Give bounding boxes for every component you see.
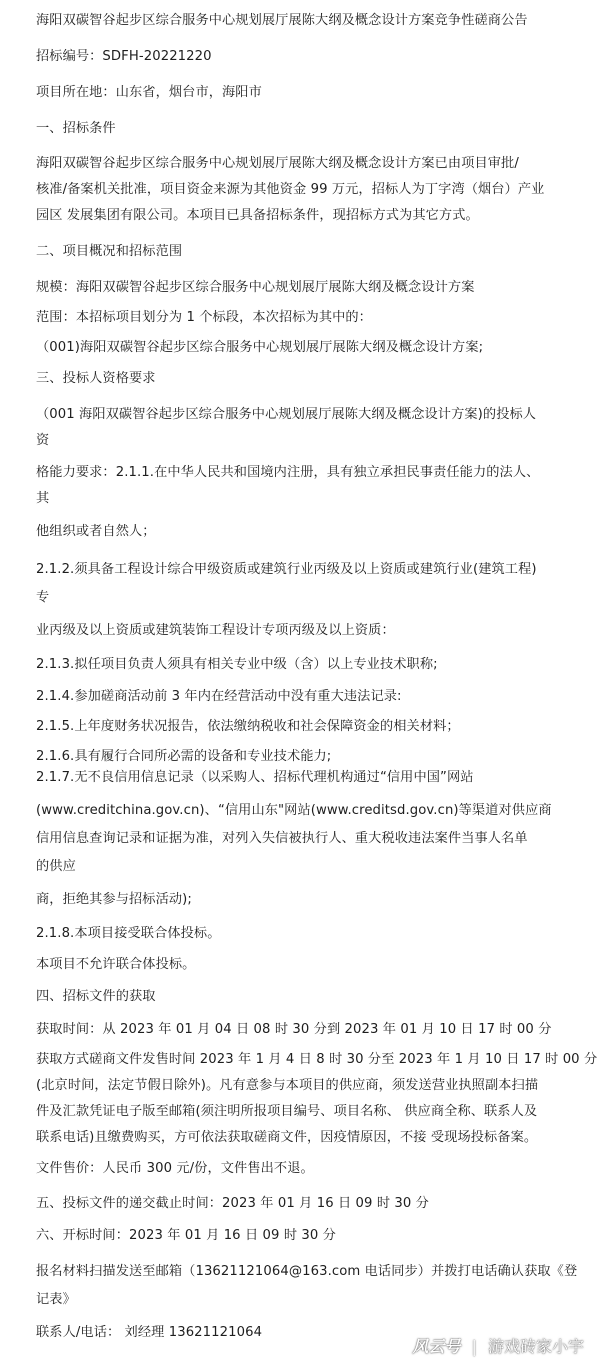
acquisition-time: 获取时间：从 2023 年 01 月 04 日 08 时 30 分到 2023 年 01 月 10 日 17 时 00 分 [36,1022,552,1037]
watermark [412,1336,584,1358]
section-heading-3: 三、投标人资格要求 [36,371,156,386]
paragraph-line: 专 [36,590,50,605]
watermark-separator: | [471,1337,477,1356]
paragraph-line: 2.1.8.本项目接受联合体投标。 [36,926,221,941]
paragraph-line: 园区 发展集团有限公司。本项目已具备招标条件，现招标方式为其它方式。 [36,208,479,223]
paragraph-line: 商，拒绝其参与招标活动); [36,892,192,907]
paragraph-line: 的供应 [36,859,76,874]
paragraph-line: 2.1.6.具有履行合同所必需的设备和专业技术能力; [36,749,332,764]
paragraph-line: （001)海阳双碳智谷起步区综合服务中心规划展厅展陈大纲及概念设计方案; [36,340,484,355]
paragraph-line: (北京时间，法定节假日除外)。凡有意参与本项目的供应商，须发送营业执照副本扫描 [36,1078,539,1093]
paragraph-line: 2.1.5.上年度财务状况报告，依法缴纳税收和社会保障资金的相关材料； [36,719,460,734]
registration-email-line: 报名材料扫描发送至邮箱（13621121064@163.com 电话同步）并拨打电话确认获取《登 [36,1264,578,1279]
paragraph-line: 海阳双碳智谷起步区综合服务中心规划展厅展陈大纲及概念设计方案已由项目审批/ [36,156,519,171]
project-location: 项目所在地：山东省，烟台市，海阳市 [36,85,262,100]
section-heading-2: 二、项目概况和招标范围 [36,244,183,259]
paragraph-line: 本项目不允许联合体投标。 [36,957,196,972]
submission-deadline: 五、投标文件的递交截止时间：2023 年 01 月 16 日 09 时 30 分 [36,1196,429,1211]
watermark-brand: 风云号 [412,1337,461,1356]
paragraph-line: 核准/备案机关批准，项目资金来源为其他资金 99 万元，招标人为丁字湾（烟台）产业 [36,182,545,197]
paragraph-line: 格能力要求：2.1.1.在中华人民共和国境内注册，具有独立承担民事责任能力的法人、 [36,465,540,480]
section-heading-4: 四、招标文件的获取 [36,989,156,1004]
announcement-title: 海阳双碳智谷起步区综合服务中心规划展厅展陈大纲及概念设计方案竞争性磋商公告 [36,13,528,28]
paragraph-line: 2.1.7.无不良信用信息记录（以采购人、招标代理机构通过“信用中国”网站 [36,770,474,785]
paragraph-line: 件及汇款凭证电子版至邮箱(须注明所报项目编号、项目名称、 供应商全称、联系人及 [36,1104,538,1119]
paragraph-line: 业丙级及以上资质或建筑装饰工程设计专项丙级及以上资质： [36,623,395,638]
paragraph-line: 2.1.4.参加磋商活动前 3 年内在经营活动中没有重大违法记录: [36,689,402,704]
tender-number: 招标编号：SDFH-20221220 [36,49,212,64]
paragraph-line: 2.1.2.须具备工程设计综合甲级资质或建筑行业丙级及以上资质或建筑行业(建筑工程) [36,562,537,577]
paragraph-line: 信用信息查询记录和证据为准，对列入失信被执行人、重大税收违法案件当事人名单 [36,831,528,846]
paragraph-line: 规模：海阳双碳智谷起步区综合服务中心规划展厅展陈大纲及概念设计方案 [36,280,475,295]
paragraph-line: （001 海阳双碳智谷起步区综合服务中心规划展厅展陈大纲及概念设计方案)的投标人 [36,407,537,422]
paragraph-line: (www.creditchina.gov.cn)、“信用山东"网站(www.creditsd.gov.cn)等渠道对供应商 [36,803,552,818]
paragraph-line: 他组织或者自然人； [36,524,156,539]
paragraph-line: 范围：本招标项目划分为 1 个标段，本次招标为其中的： [36,310,372,325]
section-heading-1: 一、招标条件 [36,121,116,136]
contact-person-phone: 联系人/电话： 刘经理 13621121064 [36,1325,263,1340]
paragraph-line: 记表》 [36,1292,76,1307]
document-price: 文件售价：人民币 300 元/份，文件售出不退。 [36,1161,314,1176]
paragraph-line: 2.1.3.拟任项目负责人须具有相关专业中级（含）以上专业技术职称; [36,657,438,672]
watermark-author: 游戏砖家小宇 [487,1337,584,1356]
paragraph-line: 其 [36,491,50,506]
paragraph-line: 资 [36,433,50,448]
bid-opening-time: 六、开标时间：2023 年 01 月 16 日 09 时 30 分 [36,1228,336,1243]
paragraph-line: 获取方式磋商文件发售时间 2023 年 1 月 4 日 8 时 30 分至 2023 年 1 月 10 日 17 时 00 分 [36,1052,598,1067]
paragraph-line: 联系电话)且缴费购买，方可依法获取磋商文件，因疫情原因，不接 受现场投标备案。 [36,1130,538,1145]
